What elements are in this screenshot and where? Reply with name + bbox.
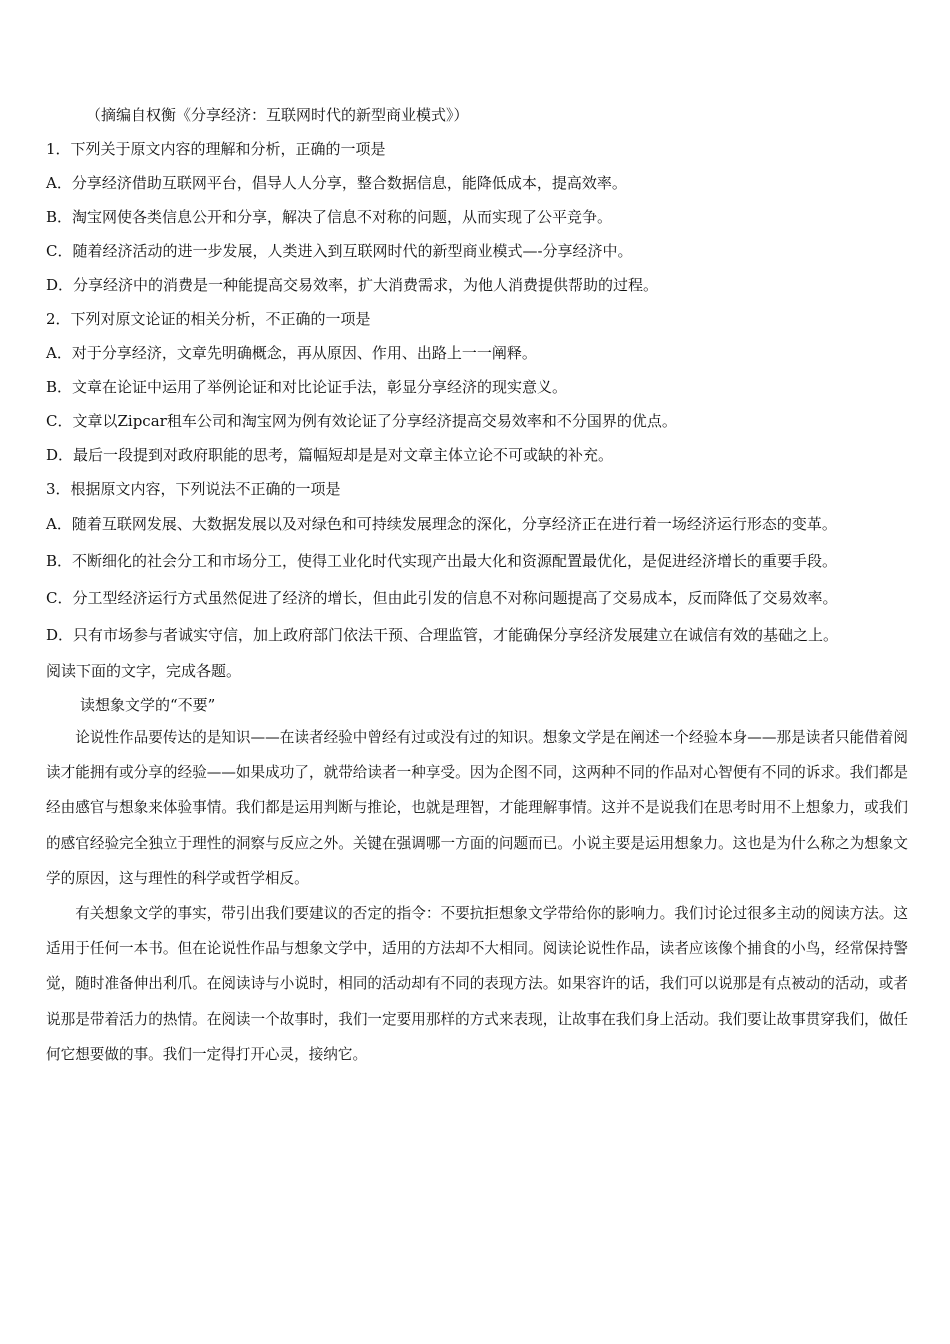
question-3-option-d: D．只有市场参与者诚实守信，加上政府部门依法干预、合理监管，才能确保分享经济发展建立在诚信有效的基础之上。 — [46, 626, 839, 644]
question-2-option-a: A．对于分享经济，文章先明确概念，再从原因、作用、出路上一一阐释。 — [46, 344, 537, 362]
question-3-option-a: A．随着互联网发展、大数据发展以及对绿色和可持续发展理念的深化，分享经济正在进行着一场经济运行形态的变革。 — [46, 515, 837, 533]
essay-title: 读想象文学的“不要” — [80, 696, 216, 714]
reading-instruction: 阅读下面的文字，完成各题。 — [46, 662, 242, 680]
question-3-stem: 3．根据原文内容，下列说法不正确的一项是 — [46, 480, 341, 498]
essay-paragraph-1: 论说性作品要传达的是知识——在读者经验中曾经有过或没有过的知识。想象文学是在阐述一个经验本身——那是读者只能借着阅读才能拥有或分享的经验——如果成功了，就带给读者一种享受。因为企图不同，这两种不同的作品对心智便有不同的诉求。我们都是经由感官与想象来体验事情。我们都是运用判断与推论，也就是理智，才能理解事情。这并不是说我们在思考时用不上想象力，或我们的感官经验完全独立于理性的洞察与反应之外。关键在强调哪一方面的问题而已。小说主要是运用想象力。这也是为什么称之为想象文学的原因，这与理性的科学或哲学相反。 — [46, 729, 908, 887]
question-1-option-c: C．随着经济活动的进一步发展，人类进入到互联网时代的新型商业模式—-分享经济中。 — [46, 242, 633, 260]
question-1-option-a: A．分享经济借助互联网平台，倡导人人分享，整合数据信息，能降低成本，提高效率。 — [46, 174, 627, 192]
question-1-option-b: B．淘宝网使各类信息公开和分享，解决了信息不对称的问题，从而实现了公平竞争。 — [46, 208, 613, 226]
document-page — [46, 98, 908, 1072]
source-note: （摘编自权衡《分享经济：互联网时代的新型商业模式》） — [86, 106, 469, 124]
question-3-option-b: B．不断细化的社会分工和市场分工，使得工业化时代实现产出最大化和资源配置最优化，是促进经济增长的重要手段。 — [46, 552, 838, 570]
question-2-option-b: B．文章在论证中运用了举例论证和对比论证手法，彰显分享经济的现实意义。 — [46, 378, 568, 396]
essay-paragraph-2: 有关想象文学的事实，带引出我们要建议的否定的指令：不要抗拒想象文学带给你的影响力。我们讨论过很多主动的阅读方法。这适用于任何一本书。但在论说性作品与想象文学中，适用的方法却不大相同。阅读论说性作品，读者应该像个捕食的小鸟，经常保持警觉，随时准备伸出利爪。在阅读诗与小说时，相同的活动却有不同的表现方法。如果容许的话，我们可以说那是有点被动的活动，或者说那是带着活力的热情。在阅读一个故事时，我们一定要用那样的方式来表现，让故事在我们身上活动。我们要让故事贯穿我们，做任何它想要做的事。我们一定得打开心灵，接纳它。 — [46, 905, 908, 1063]
question-1-stem: 1．下列关于原文内容的理解和分析，正确的一项是 — [46, 140, 386, 158]
question-2-option-d: D．最后一段提到对政府职能的思考，篇幅短却是是对文章主体立论不可或缺的补充。 — [46, 446, 614, 464]
question-2-option-c: C．文章以Zipcar租车公司和淘宝网为例有效论证了分享经济提高交易效率和不分国界的优点。 — [46, 412, 677, 430]
question-3-option-c: C．分工型经济运行方式虽然促进了经济的增长，但由此引发的信息不对称问题提高了交易成本，反而降低了交易效率。 — [46, 589, 838, 607]
question-1-option-d: D．分享经济中的消费是一种能提高交易效率，扩大消费需求，为他人消费提供帮助的过程。 — [46, 276, 659, 294]
question-2-stem: 2．下列对原文论证的相关分析，不正确的一项是 — [46, 310, 371, 328]
